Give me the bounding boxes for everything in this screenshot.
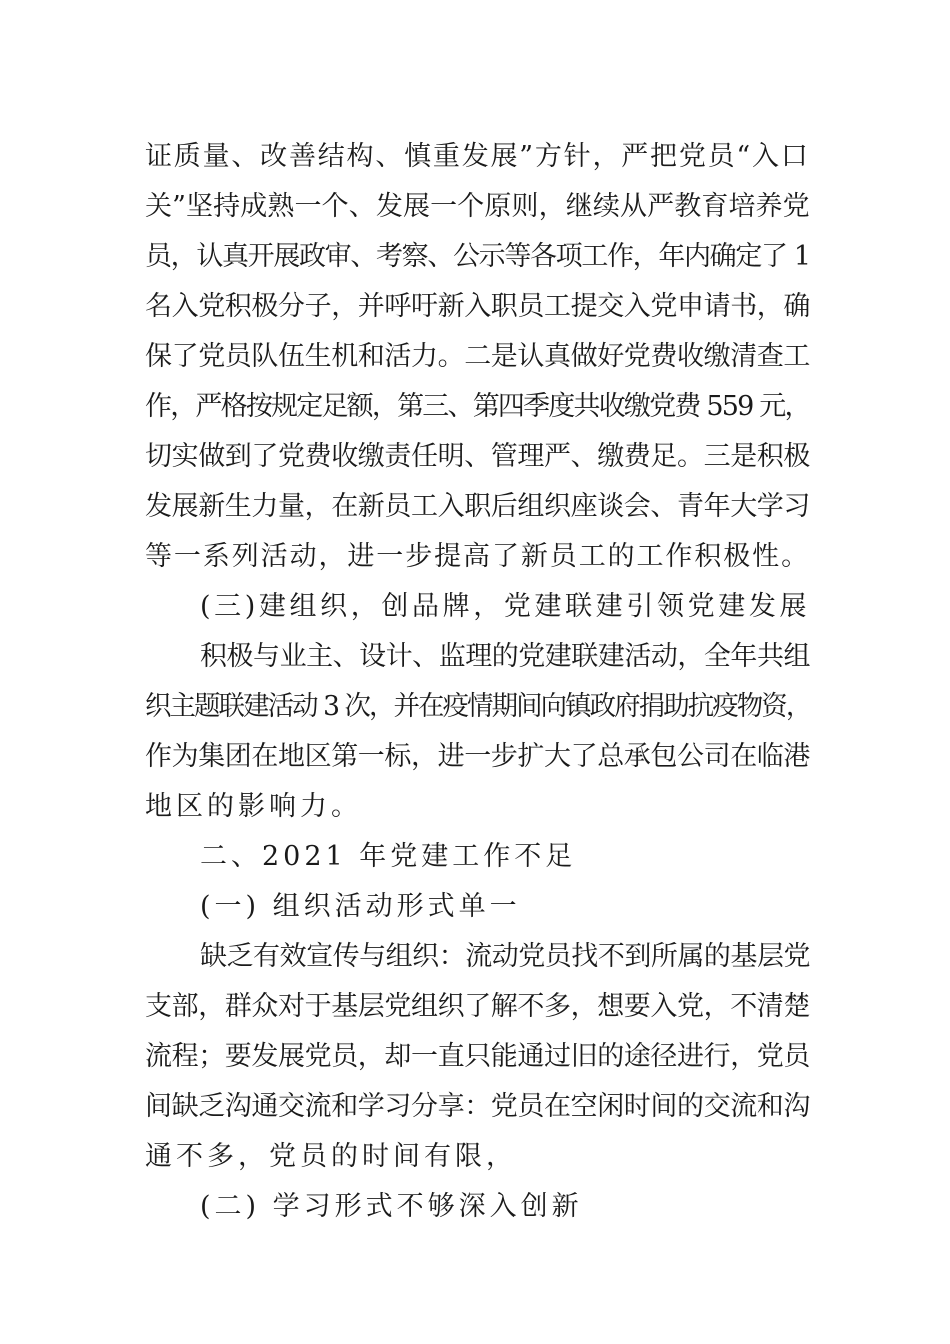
- paragraph-first-line: 积极与业主、设计、监理的党建联建活动，全年共组: [200, 641, 810, 672]
- body-text-line: 流程；要发展党员，却一直只能通过旧的途径进行，党员: [145, 1041, 810, 1072]
- body-text-line: 支部，群众对于基层党组织了解不多，想要入党，不清楚: [145, 991, 810, 1022]
- section-heading: (三)建组织，创品牌，党建联建引领党建发展: [200, 591, 811, 622]
- body-text-line: 通不多，党员的时间有限，: [145, 1141, 517, 1172]
- body-text-line: 发展新生力量，在新员工入职后组织座谈会、青年大学习: [145, 491, 810, 522]
- body-text-line: 证质量、改善结构、慎重发展”方针，严把党员“入口: [145, 141, 810, 172]
- body-text-line: 保了党员队伍生机和活力。二是认真做好党费收缴清查工: [145, 341, 810, 372]
- body-text-line: 关”坚持成熟一个、发展一个原则，继续从严教育培养党: [145, 191, 810, 222]
- body-text-line: 织主题联建活动 3 次，并在疫情期间向镇政府捐助抗疫物资，: [145, 691, 811, 722]
- chapter-heading: 二、2021 年党建工作不足: [200, 841, 577, 872]
- paragraph-first-line: 缺乏有效宣传与组织：流动党员找不到所属的基层党: [200, 941, 810, 972]
- body-text-line: 等一系列活动，进一步提高了新员工的工作积极性。: [145, 541, 810, 572]
- body-text-line: 员，认真开展政审、考察、公示等各项工作，年内确定了 1: [145, 241, 810, 272]
- body-text-line: 作，严格按规定足额，第三、第四季度共收缴党费 559 元，: [145, 391, 810, 422]
- body-text-line: 地区的影响力。: [145, 791, 362, 822]
- body-text-line: 名入党积极分子，并呼吁新入职员工提交入党申请书，确: [145, 291, 810, 322]
- section-heading: (二) 学习形式不够深入创新: [200, 1191, 583, 1222]
- body-text-line: 切实做到了党费收缴责任明、管理严、缴费足。三是积极: [145, 441, 810, 472]
- body-text-line: 作为集团在地区第一标，进一步扩大了总承包公司在临港: [145, 741, 810, 772]
- body-text-line: 间缺乏沟通交流和学习分享：党员在空闲时间的交流和沟: [145, 1091, 810, 1122]
- section-heading: (一) 组织活动形式单一: [200, 891, 521, 922]
